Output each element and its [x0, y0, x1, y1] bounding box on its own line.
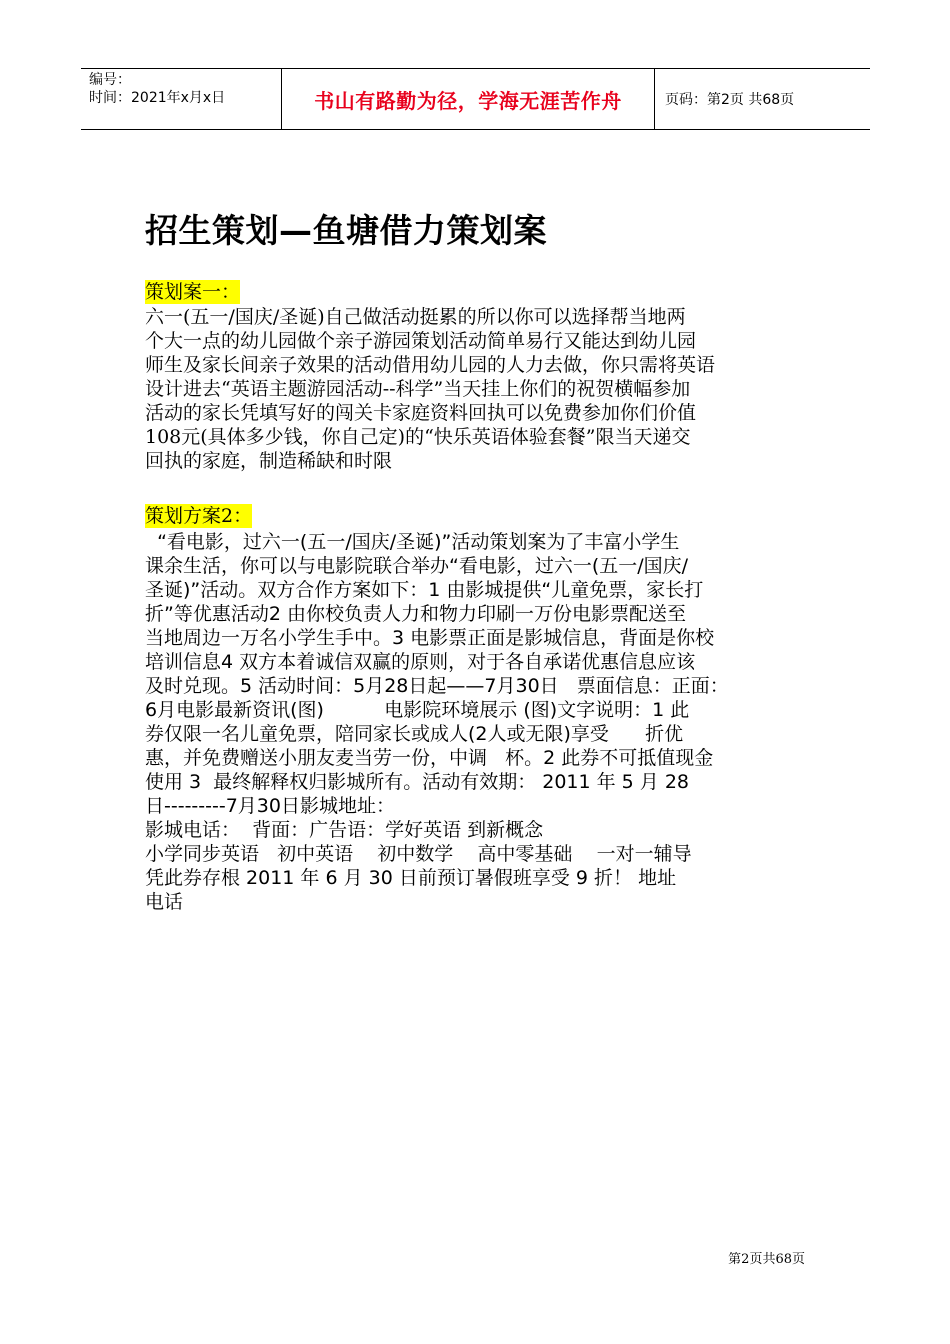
plan2-line: 惠，并免费赠送小朋友麦当劳一份，中调 杯。2 此券不可抵值现金 [145, 747, 714, 769]
plan2-line: 当地周边一万名小学生手中。3 电影票正面是影城信息，背面是你校 [145, 627, 715, 649]
plan1-body [145, 305, 810, 473]
plan2-line: “看电影，过六一(五一/国庆/圣诞)”活动策划案为了丰富小学生 [145, 531, 680, 553]
plan2-line: 小学同步英语 初中英语 初中数学 高中零基础 一对一辅导 [145, 843, 692, 865]
plan1-line: 设计进去“英语主题游园活动--科学”当天挂上你们的祝贺横幅参加 [145, 378, 691, 400]
plan2-line: 培训信息4 双方本着诚信双赢的原则，对于各自承诺优惠信息应该 [145, 651, 696, 673]
plan1-line: 活动的家长凭填写好的闯关卡家庭资料回执可以免费参加你们价值 [145, 402, 697, 424]
plan2-line: 及时兑现。5 活动时间：5月28日起——7月30日 票面信息：正面： [145, 675, 729, 697]
plan2-body [145, 530, 810, 914]
plan1-line: 六一(五一/国庆/圣诞)自己做活动挺累的所以你可以选择帮当地两 [145, 306, 686, 328]
plan2-line: 课余生活，你可以与电影院联合举办“看电影，过六一(五一/国庆/ [145, 555, 689, 577]
plan2-line: 凭此券存根 2011 年 6 月 30 日前预订暑假班享受 9 折！ 地址 [145, 867, 677, 889]
number-label: 编号： [89, 72, 131, 88]
plan2-line: 圣诞)”活动。双方合作方案如下：1 由影城提供“儿童免票，家长打 [145, 579, 704, 601]
plan1-line: 108元(具体多少钱，你自己定)的“快乐英语体验套餐”限当天递交 [145, 426, 691, 448]
header-meta [81, 69, 282, 129]
plan2-line: 折”等优惠活动2 由你校负责人力和物力印刷一万份电影票配送至 [145, 603, 686, 625]
page-title: 招生策划—鱼塘借力策划案 [145, 211, 547, 250]
footer-page-number: 第2页共68页 [728, 1252, 805, 1267]
date-text: 时间：2021年x月x日 [89, 90, 226, 106]
plan2-line: 券仅限一名儿童免票，陪同家长或成人(2人或无限)享受 折优 [145, 723, 684, 745]
plan1-label: 策划案一： [145, 281, 241, 303]
page-info: 页码：第2页 共68页 [665, 92, 795, 108]
plan2-line: 6月电影最新资讯(图) 电影院环境展示 (图)文字说明：1 此 [145, 699, 690, 721]
plan1-line: 回执的家庭，制造稀缺和时限 [145, 450, 393, 472]
plan2-line: 影城电话： 背面：广告语：学好英语 到新概念 [145, 819, 544, 841]
plan2-line: 日---------7月30日影城地址： [145, 795, 395, 817]
plan2-line: 电话 [145, 891, 184, 913]
plan2-label: 策划方案2： [145, 505, 253, 527]
header-table [81, 68, 870, 130]
plan2-line: 使用 3 最终解释权归影城所有。活动有效期： 2011 年 5 月 28 [145, 771, 690, 793]
plan2-label-wrap [145, 504, 252, 528]
plan1-label-wrap [145, 280, 240, 304]
plan1-line: 个大一点的幼儿园做个亲子游园策划活动简单易行又能达到幼儿园 [145, 330, 697, 352]
motto: 书山有路勤为径，学海无涯苦作舟 [282, 69, 655, 129]
plan1-line: 师生及家长间亲子效果的活动借用幼儿园的人力去做，你只需将英语 [145, 354, 716, 376]
